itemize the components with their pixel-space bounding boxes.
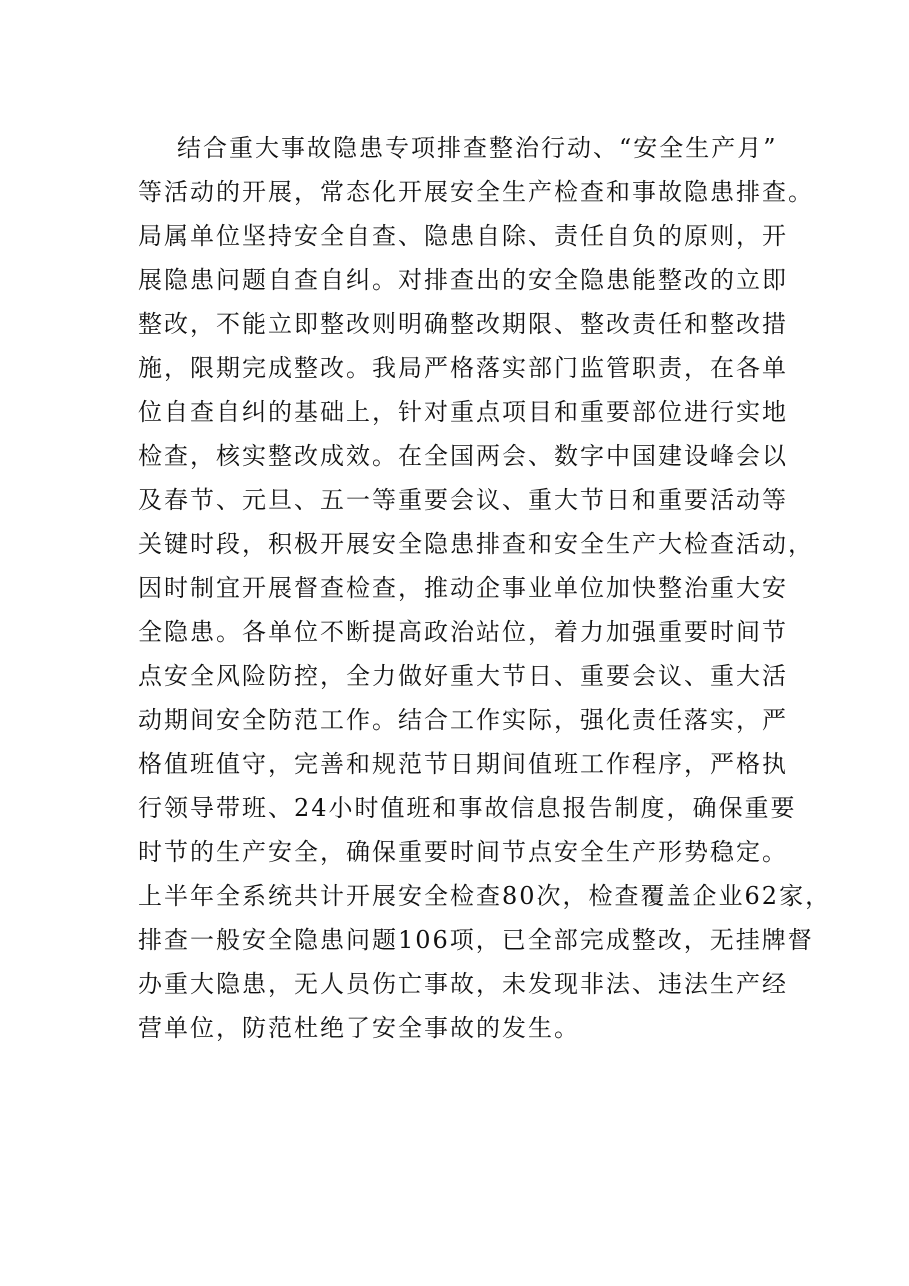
- paragraph-line: 营单位，防范杜绝了安全事故的发生。: [138, 1014, 580, 1042]
- paragraph-line: 点安全风险防控，全力做好重大节日、重要会议、重大活: [138, 662, 788, 690]
- paragraph-line: 上半年全系统共计开展安全检查80次，检查覆盖企业62家，: [138, 882, 832, 910]
- paragraph-line: 动期间安全防范工作。结合工作实际，强化责任落实，严: [138, 706, 788, 734]
- paragraph-line: 展隐患问题自查自纠。对排查出的安全隐患能整改的立即: [138, 266, 788, 294]
- paragraph-line: 检查，核实整改成效。在全国两会、数字中国建设峰会以: [138, 442, 788, 470]
- paragraph-line: 因时制宜开展督查检查，推动企事业单位加快整治重大安: [138, 574, 788, 602]
- paragraph-line: 结合重大事故隐患专项排查整治行动、“安全生产月”: [177, 134, 778, 162]
- paragraph-line: 整改，不能立即整改则明确整改期限、整改责任和整改措: [138, 310, 788, 338]
- paragraph-line: 等活动的开展，常态化开展安全生产检查和事故隐患排查。: [138, 178, 814, 206]
- paragraph-line: 时节的生产安全，确保重要时间节点安全生产形势稳定。: [138, 838, 788, 866]
- body-paragraph: [138, 126, 832, 1050]
- paragraph-line: 及春节、元旦、五一等重要会议、重大节日和重要活动等: [138, 486, 788, 514]
- paragraph-line: 局属单位坚持安全自查、隐患自除、责任自负的原则，开: [138, 222, 788, 250]
- paragraph-line: 关键时段，积极开展安全隐患排查和安全生产大检查活动，: [138, 530, 814, 558]
- paragraph-line: 办重大隐患，无人员伤亡事故，未发现非法、违法生产经: [138, 970, 788, 998]
- paragraph-line: 排查一般安全隐患问题106项，已全部完成整改，无挂牌督: [138, 926, 814, 954]
- paragraph-line: 行领导带班、24小时值班和事故信息报告制度，确保重要: [138, 794, 797, 822]
- paragraph-line: 格值班值守，完善和规范节日期间值班工作程序，严格执: [138, 750, 788, 778]
- paragraph-line: 全隐患。各单位不断提高政治站位，着力加强重要时间节: [138, 618, 788, 646]
- paragraph-line: 位自查自纠的基础上，针对重点项目和重要部位进行实地: [138, 398, 788, 426]
- paragraph-line: 施，限期完成整改。我局严格落实部门监管职责，在各单: [138, 354, 788, 382]
